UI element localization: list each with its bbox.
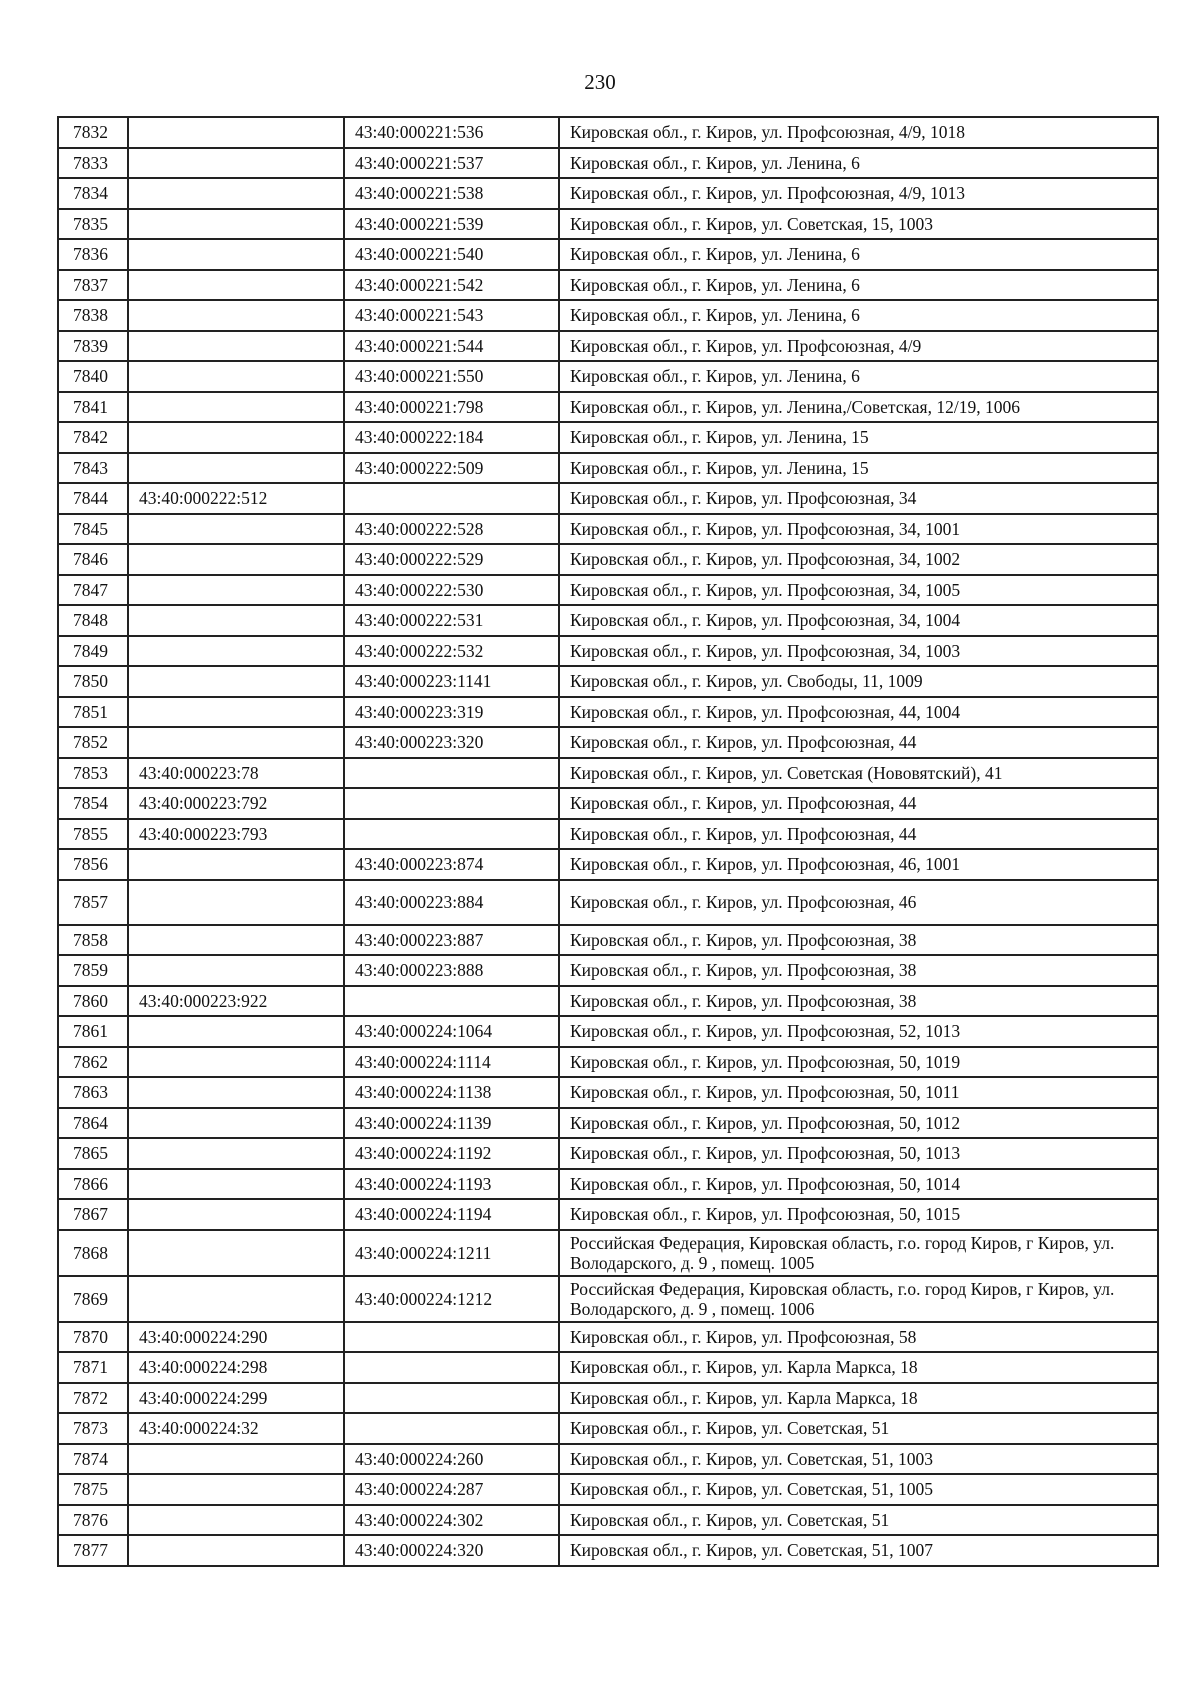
object-cadastral-number-cell: 43:40:000222:532 xyxy=(344,636,559,667)
row-number-cell: 7862 xyxy=(58,1047,128,1078)
object-cadastral-number-cell: 43:40:000221:537 xyxy=(344,148,559,179)
row-number-cell: 7833 xyxy=(58,148,128,179)
row-number-cell: 7855 xyxy=(58,819,128,850)
address-cell: Кировская обл., г. Киров, ул. Карла Маркса, 18 xyxy=(559,1383,1158,1414)
table-row xyxy=(58,361,1158,392)
table-row xyxy=(58,1276,1158,1322)
address-cell: Кировская обл., г. Киров, ул. Профсоюзная, 34, 1004 xyxy=(559,605,1158,636)
table-row xyxy=(58,1413,1158,1444)
object-cadastral-number-cell xyxy=(344,788,559,819)
address-cell: Кировская обл., г. Киров, ул. Советская, 51, 1007 xyxy=(559,1535,1158,1566)
object-cadastral-number-cell: 43:40:000224:1211 xyxy=(344,1230,559,1276)
row-number-cell: 7837 xyxy=(58,270,128,301)
page-number: 230 xyxy=(584,70,616,94)
row-number-cell: 7845 xyxy=(58,514,128,545)
table-row xyxy=(58,1352,1158,1383)
object-cadastral-number-cell: 43:40:000221:543 xyxy=(344,300,559,331)
land-cadastral-number-cell xyxy=(128,453,344,484)
object-cadastral-number-cell: 43:40:000224:1064 xyxy=(344,1016,559,1047)
object-cadastral-number-cell: 43:40:000221:536 xyxy=(344,117,559,148)
table-row xyxy=(58,1383,1158,1414)
object-cadastral-number-cell xyxy=(344,819,559,850)
address-cell: Кировская обл., г. Киров, ул. Профсоюзная, 58 xyxy=(559,1322,1158,1353)
object-cadastral-number-cell: 43:40:000223:320 xyxy=(344,727,559,758)
object-cadastral-number-cell: 43:40:000224:1114 xyxy=(344,1047,559,1078)
object-cadastral-number-cell: 43:40:000222:530 xyxy=(344,575,559,606)
land-cadastral-number-cell xyxy=(128,575,344,606)
table-row xyxy=(58,1199,1158,1230)
row-number-cell: 7854 xyxy=(58,788,128,819)
row-number-cell: 7877 xyxy=(58,1535,128,1566)
table-row xyxy=(58,788,1158,819)
row-number-cell: 7853 xyxy=(58,758,128,789)
land-cadastral-number-cell: 43:40:000223:792 xyxy=(128,788,344,819)
address-cell: Кировская обл., г. Киров, ул. Профсоюзная, 50, 1013 xyxy=(559,1138,1158,1169)
table-row xyxy=(58,178,1158,209)
address-cell: Кировская обл., г. Киров, ул. Профсоюзная, 46 xyxy=(559,880,1158,925)
row-number-cell: 7842 xyxy=(58,422,128,453)
table-row xyxy=(58,849,1158,880)
land-cadastral-number-cell xyxy=(128,1108,344,1139)
row-number-cell: 7852 xyxy=(58,727,128,758)
object-cadastral-number-cell: 43:40:000221:798 xyxy=(344,392,559,423)
row-number-cell: 7838 xyxy=(58,300,128,331)
object-cadastral-number-cell: 43:40:000224:1212 xyxy=(344,1276,559,1322)
object-cadastral-number-cell: 43:40:000221:542 xyxy=(344,270,559,301)
address-cell: Кировская обл., г. Киров, ул. Профсоюзная, 34, 1005 xyxy=(559,575,1158,606)
object-cadastral-number-cell: 43:40:000222:509 xyxy=(344,453,559,484)
address-cell: Кировская обл., г. Киров, ул. Профсоюзная, 50, 1011 xyxy=(559,1077,1158,1108)
address-cell: Кировская обл., г. Киров, ул. Профсоюзная, 34, 1002 xyxy=(559,544,1158,575)
land-cadastral-number-cell xyxy=(128,925,344,956)
row-number-cell: 7868 xyxy=(58,1230,128,1276)
row-number-cell: 7876 xyxy=(58,1505,128,1536)
object-cadastral-number-cell: 43:40:000224:1138 xyxy=(344,1077,559,1108)
address-cell: Кировская обл., г. Киров, ул. Ленина, 15 xyxy=(559,453,1158,484)
land-cadastral-number-cell xyxy=(128,270,344,301)
object-cadastral-number-cell: 43:40:000221:550 xyxy=(344,361,559,392)
table-row xyxy=(58,727,1158,758)
row-number-cell: 7861 xyxy=(58,1016,128,1047)
object-cadastral-number-cell: 43:40:000221:538 xyxy=(344,178,559,209)
row-number-cell: 7835 xyxy=(58,209,128,240)
object-cadastral-number-cell: 43:40:000224:320 xyxy=(344,1535,559,1566)
table-row xyxy=(58,239,1158,270)
table-row xyxy=(58,605,1158,636)
object-cadastral-number-cell: 43:40:000223:1141 xyxy=(344,666,559,697)
land-cadastral-number-cell xyxy=(128,727,344,758)
address-cell: Кировская обл., г. Киров, ул. Свободы, 11, 1009 xyxy=(559,666,1158,697)
land-cadastral-number-cell xyxy=(128,117,344,148)
object-cadastral-number-cell: 43:40:000224:287 xyxy=(344,1474,559,1505)
table-row xyxy=(58,117,1158,148)
row-number-cell: 7832 xyxy=(58,117,128,148)
land-cadastral-number-cell: 43:40:000224:299 xyxy=(128,1383,344,1414)
land-cadastral-number-cell xyxy=(128,849,344,880)
address-cell: Кировская обл., г. Киров, ул. Советская, 51, 1005 xyxy=(559,1474,1158,1505)
land-cadastral-number-cell: 43:40:000224:290 xyxy=(128,1322,344,1353)
address-cell: Кировская обл., г. Киров, ул. Профсоюзная, 44 xyxy=(559,819,1158,850)
land-cadastral-number-cell xyxy=(128,1077,344,1108)
land-cadastral-number-cell xyxy=(128,1016,344,1047)
object-cadastral-number-cell: 43:40:000223:887 xyxy=(344,925,559,956)
row-number-cell: 7844 xyxy=(58,483,128,514)
table-row xyxy=(58,209,1158,240)
land-cadastral-number-cell xyxy=(128,178,344,209)
land-cadastral-number-cell xyxy=(128,697,344,728)
address-cell: Кировская обл., г. Киров, ул. Советская, 15, 1003 xyxy=(559,209,1158,240)
land-cadastral-number-cell xyxy=(128,1169,344,1200)
row-number-cell: 7873 xyxy=(58,1413,128,1444)
object-cadastral-number-cell: 43:40:000224:1194 xyxy=(344,1199,559,1230)
land-cadastral-number-cell xyxy=(128,392,344,423)
table-row xyxy=(58,1230,1158,1276)
row-number-cell: 7849 xyxy=(58,636,128,667)
table-row xyxy=(58,148,1158,179)
address-cell: Кировская обл., г. Киров, ул. Профсоюзная, 34, 1003 xyxy=(559,636,1158,667)
table-row xyxy=(58,1077,1158,1108)
row-number-cell: 7865 xyxy=(58,1138,128,1169)
land-cadastral-number-cell xyxy=(128,209,344,240)
table-row xyxy=(58,666,1158,697)
land-cadastral-number-cell xyxy=(128,955,344,986)
row-number-cell: 7848 xyxy=(58,605,128,636)
object-cadastral-number-cell: 43:40:000222:531 xyxy=(344,605,559,636)
address-cell: Кировская обл., г. Киров, ул. Ленина, 6 xyxy=(559,361,1158,392)
object-cadastral-number-cell xyxy=(344,1352,559,1383)
table-row xyxy=(58,483,1158,514)
table-row xyxy=(58,1474,1158,1505)
land-cadastral-number-cell xyxy=(128,1230,344,1276)
address-cell: Кировская обл., г. Киров, ул. Профсоюзная, 50, 1014 xyxy=(559,1169,1158,1200)
land-cadastral-number-cell xyxy=(128,666,344,697)
row-number-cell: 7869 xyxy=(58,1276,128,1322)
registry-table-body xyxy=(58,117,1158,1566)
object-cadastral-number-cell xyxy=(344,986,559,1017)
land-cadastral-number-cell xyxy=(128,1138,344,1169)
row-number-cell: 7843 xyxy=(58,453,128,484)
row-number-cell: 7871 xyxy=(58,1352,128,1383)
land-cadastral-number-cell: 43:40:000224:298 xyxy=(128,1352,344,1383)
table-row xyxy=(58,331,1158,362)
land-cadastral-number-cell xyxy=(128,514,344,545)
object-cadastral-number-cell: 43:40:000224:1192 xyxy=(344,1138,559,1169)
address-cell: Кировская обл., г. Киров, ул. Профсоюзная, 50, 1015 xyxy=(559,1199,1158,1230)
table-row xyxy=(58,1322,1158,1353)
address-cell: Кировская обл., г. Киров, ул. Профсоюзная, 38 xyxy=(559,925,1158,956)
address-cell: Кировская обл., г. Киров, ул. Ленина, 6 xyxy=(559,239,1158,270)
address-cell: Кировская обл., г. Киров, ул. Профсоюзная, 4/9, 1013 xyxy=(559,178,1158,209)
land-cadastral-number-cell xyxy=(128,544,344,575)
row-number-cell: 7875 xyxy=(58,1474,128,1505)
land-cadastral-number-cell xyxy=(128,239,344,270)
object-cadastral-number-cell: 43:40:000224:302 xyxy=(344,1505,559,1536)
address-cell: Кировская обл., г. Киров, ул. Профсоюзная, 52, 1013 xyxy=(559,1016,1158,1047)
land-cadastral-number-cell xyxy=(128,1505,344,1536)
land-cadastral-number-cell xyxy=(128,300,344,331)
row-number-cell: 7856 xyxy=(58,849,128,880)
address-cell: Кировская обл., г. Киров, ул. Профсоюзная, 4/9, 1018 xyxy=(559,117,1158,148)
row-number-cell: 7866 xyxy=(58,1169,128,1200)
table-row xyxy=(58,955,1158,986)
address-cell: Российская Федерация, Кировская область, г.о. город Киров, г Киров, ул. Володарского, д. 9 , помещ. 1006 xyxy=(559,1276,1158,1322)
address-cell: Кировская обл., г. Киров, ул. Карла Маркса, 18 xyxy=(559,1352,1158,1383)
land-cadastral-number-cell xyxy=(128,1444,344,1475)
row-number-cell: 7847 xyxy=(58,575,128,606)
land-cadastral-number-cell xyxy=(128,148,344,179)
address-cell: Кировская обл., г. Киров, ул. Профсоюзная, 44, 1004 xyxy=(559,697,1158,728)
row-number-cell: 7836 xyxy=(58,239,128,270)
address-cell: Кировская обл., г. Киров, ул. Профсоюзная, 34, 1001 xyxy=(559,514,1158,545)
property-registry-table xyxy=(57,116,1159,1567)
address-cell: Кировская обл., г. Киров, ул. Профсоюзная, 4/9 xyxy=(559,331,1158,362)
row-number-cell: 7874 xyxy=(58,1444,128,1475)
row-number-cell: 7859 xyxy=(58,955,128,986)
address-cell: Кировская обл., г. Киров, ул. Профсоюзная, 46, 1001 xyxy=(559,849,1158,880)
land-cadastral-number-cell xyxy=(128,331,344,362)
address-cell: Кировская обл., г. Киров, ул. Ленина, 6 xyxy=(559,148,1158,179)
land-cadastral-number-cell xyxy=(128,422,344,453)
row-number-cell: 7846 xyxy=(58,544,128,575)
row-number-cell: 7863 xyxy=(58,1077,128,1108)
table-row xyxy=(58,925,1158,956)
row-number-cell: 7839 xyxy=(58,331,128,362)
object-cadastral-number-cell: 43:40:000221:539 xyxy=(344,209,559,240)
table-row xyxy=(58,697,1158,728)
table-row xyxy=(58,270,1158,301)
table-row xyxy=(58,1016,1158,1047)
object-cadastral-number-cell: 43:40:000222:528 xyxy=(344,514,559,545)
object-cadastral-number-cell: 43:40:000222:529 xyxy=(344,544,559,575)
table-row xyxy=(58,575,1158,606)
object-cadastral-number-cell: 43:40:000223:884 xyxy=(344,880,559,925)
row-number-cell: 7867 xyxy=(58,1199,128,1230)
address-cell: Кировская обл., г. Киров, ул. Профсоюзная, 38 xyxy=(559,986,1158,1017)
table-row xyxy=(58,544,1158,575)
address-cell: Кировская обл., г. Киров, ул. Советская, 51 xyxy=(559,1505,1158,1536)
row-number-cell: 7870 xyxy=(58,1322,128,1353)
row-number-cell: 7860 xyxy=(58,986,128,1017)
address-cell: Кировская обл., г. Киров, ул. Профсоюзная, 44 xyxy=(559,727,1158,758)
row-number-cell: 7872 xyxy=(58,1383,128,1414)
table-row xyxy=(58,986,1158,1017)
land-cadastral-number-cell xyxy=(128,1199,344,1230)
table-row xyxy=(58,453,1158,484)
table-row xyxy=(58,1535,1158,1566)
row-number-cell: 7841 xyxy=(58,392,128,423)
object-cadastral-number-cell: 43:40:000222:184 xyxy=(344,422,559,453)
address-cell: Кировская обл., г. Киров, ул. Профсоюзная, 50, 1012 xyxy=(559,1108,1158,1139)
land-cadastral-number-cell: 43:40:000222:512 xyxy=(128,483,344,514)
row-number-cell: 7857 xyxy=(58,880,128,925)
address-cell: Кировская обл., г. Киров, ул. Профсоюзная, 34 xyxy=(559,483,1158,514)
object-cadastral-number-cell xyxy=(344,1322,559,1353)
address-cell: Кировская обл., г. Киров, ул. Ленина, 6 xyxy=(559,300,1158,331)
object-cadastral-number-cell: 43:40:000224:260 xyxy=(344,1444,559,1475)
table-row xyxy=(58,880,1158,925)
address-cell: Кировская обл., г. Киров, ул. Ленина, 6 xyxy=(559,270,1158,301)
land-cadastral-number-cell xyxy=(128,1474,344,1505)
address-cell: Кировская обл., г. Киров, ул. Советская (Нововятский), 41 xyxy=(559,758,1158,789)
address-cell: Кировская обл., г. Киров, ул. Ленина,/Советская, 12/19, 1006 xyxy=(559,392,1158,423)
table-row xyxy=(58,514,1158,545)
land-cadastral-number-cell xyxy=(128,1535,344,1566)
object-cadastral-number-cell: 43:40:000223:319 xyxy=(344,697,559,728)
table-row xyxy=(58,422,1158,453)
address-cell: Кировская обл., г. Киров, ул. Советская, 51, 1003 xyxy=(559,1444,1158,1475)
land-cadastral-number-cell: 43:40:000223:78 xyxy=(128,758,344,789)
land-cadastral-number-cell: 43:40:000224:32 xyxy=(128,1413,344,1444)
row-number-cell: 7850 xyxy=(58,666,128,697)
row-number-cell: 7858 xyxy=(58,925,128,956)
table-row xyxy=(58,1047,1158,1078)
object-cadastral-number-cell xyxy=(344,1413,559,1444)
object-cadastral-number-cell: 43:40:000224:1139 xyxy=(344,1108,559,1139)
object-cadastral-number-cell xyxy=(344,483,559,514)
land-cadastral-number-cell xyxy=(128,605,344,636)
row-number-cell: 7840 xyxy=(58,361,128,392)
row-number-cell: 7851 xyxy=(58,697,128,728)
object-cadastral-number-cell: 43:40:000221:540 xyxy=(344,239,559,270)
row-number-cell: 7864 xyxy=(58,1108,128,1139)
land-cadastral-number-cell xyxy=(128,1276,344,1322)
address-cell: Кировская обл., г. Киров, ул. Профсоюзная, 50, 1019 xyxy=(559,1047,1158,1078)
table-row xyxy=(58,636,1158,667)
land-cadastral-number-cell xyxy=(128,636,344,667)
address-cell: Кировская обл., г. Киров, ул. Советская, 51 xyxy=(559,1413,1158,1444)
address-cell: Кировская обл., г. Киров, ул. Профсоюзная, 44 xyxy=(559,788,1158,819)
table-row xyxy=(58,392,1158,423)
table-row xyxy=(58,1108,1158,1139)
land-cadastral-number-cell: 43:40:000223:922 xyxy=(128,986,344,1017)
land-cadastral-number-cell xyxy=(128,1047,344,1078)
row-number-cell: 7834 xyxy=(58,178,128,209)
land-cadastral-number-cell: 43:40:000223:793 xyxy=(128,819,344,850)
land-cadastral-number-cell xyxy=(128,880,344,925)
object-cadastral-number-cell: 43:40:000223:888 xyxy=(344,955,559,986)
object-cadastral-number-cell xyxy=(344,1383,559,1414)
object-cadastral-number-cell xyxy=(344,758,559,789)
table-row xyxy=(58,1505,1158,1536)
object-cadastral-number-cell: 43:40:000224:1193 xyxy=(344,1169,559,1200)
address-cell: Кировская обл., г. Киров, ул. Профсоюзная, 38 xyxy=(559,955,1158,986)
table-row xyxy=(58,758,1158,789)
land-cadastral-number-cell xyxy=(128,361,344,392)
table-row xyxy=(58,1169,1158,1200)
object-cadastral-number-cell: 43:40:000221:544 xyxy=(344,331,559,362)
table-row xyxy=(58,300,1158,331)
address-cell: Российская Федерация, Кировская область, г.о. город Киров, г Киров, ул. Володарского, д. 9 , помещ. 1005 xyxy=(559,1230,1158,1276)
address-cell: Кировская обл., г. Киров, ул. Ленина, 15 xyxy=(559,422,1158,453)
table-row xyxy=(58,819,1158,850)
table-row xyxy=(58,1138,1158,1169)
object-cadastral-number-cell: 43:40:000223:874 xyxy=(344,849,559,880)
table-row xyxy=(58,1444,1158,1475)
